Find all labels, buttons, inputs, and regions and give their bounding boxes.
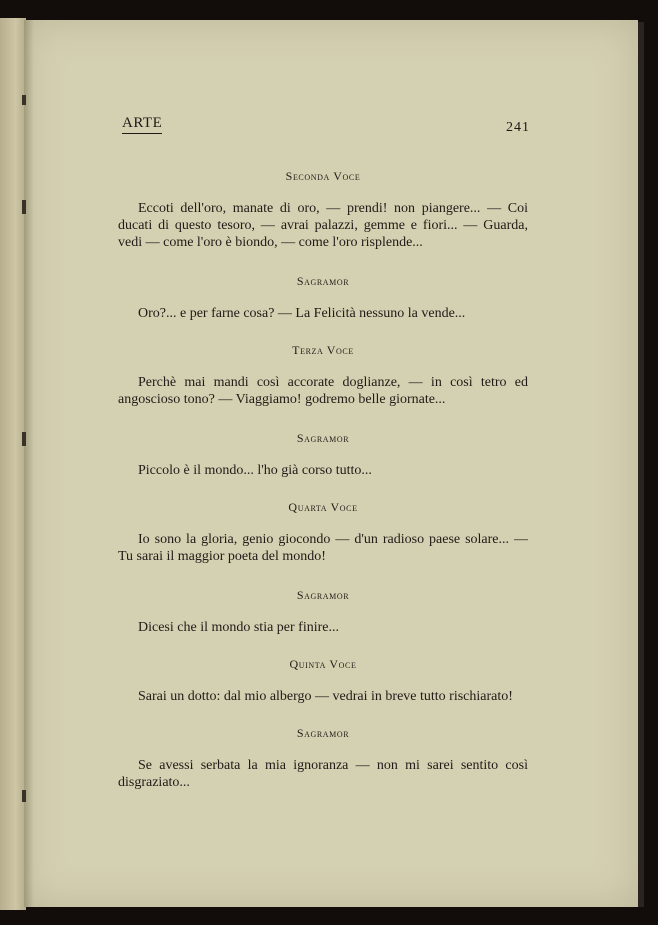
page-number: 241 bbox=[506, 120, 530, 135]
speech-paragraph: Se avessi serbata la mia ignoranza — non mi sarei sentito così disgraziato... bbox=[118, 758, 528, 790]
running-head: ARTE bbox=[122, 114, 162, 134]
margin-mark bbox=[22, 432, 26, 446]
margin-mark bbox=[22, 200, 26, 214]
speaker-heading: Sagramor bbox=[296, 726, 350, 740]
speech-paragraph: Perchè mai mandi così accorate doglianze, — in così tetro ed angoscioso tono? — Viaggiamo! godremo belle giornate... bbox=[118, 375, 528, 407]
speaker-heading: Sagramor bbox=[296, 588, 350, 602]
speaker-heading: Terza Voce bbox=[292, 343, 354, 357]
speaker-heading: Quinta Voce bbox=[289, 657, 357, 671]
speech-paragraph: Sarai un dotto: dal mio albergo — vedrai in breve tutto rischiarato! bbox=[138, 689, 513, 704]
left-page-edge bbox=[0, 18, 26, 910]
page-gutter-shadow bbox=[24, 20, 34, 907]
speech-paragraph: Dicesi che il mondo stia per finire... bbox=[138, 620, 339, 635]
margin-mark bbox=[22, 790, 26, 802]
speaker-heading: Sagramor bbox=[296, 274, 350, 288]
speaker-heading: Sagramor bbox=[296, 431, 350, 445]
right-page-edge bbox=[638, 22, 644, 907]
margin-mark bbox=[22, 95, 26, 105]
speech-paragraph: Oro?... e per farne cosa? — La Felicità nessuno la vende... bbox=[138, 306, 466, 321]
speech-paragraph: Piccolo è il mondo... l'ho già corso tutto... bbox=[138, 463, 372, 478]
speech-paragraph: Io sono la gloria, genio giocondo — d'un radioso paese solare... — Tu sarai il maggior poeta del mondo! bbox=[118, 532, 528, 564]
page-body bbox=[118, 168, 528, 813]
speaker-heading: Quarta Voce bbox=[288, 500, 358, 514]
page-header bbox=[122, 114, 530, 144]
speech-paragraph: Eccoti dell'oro, manate di oro, — prendi! non piangere... — Coi ducati di questo tesoro, — avrai palazzi, gemme e fiori... — Guarda, vedi — come l'oro è biondo, — come l'oro risplende... bbox=[118, 201, 528, 250]
speaker-heading: Seconda Voce bbox=[285, 169, 361, 183]
